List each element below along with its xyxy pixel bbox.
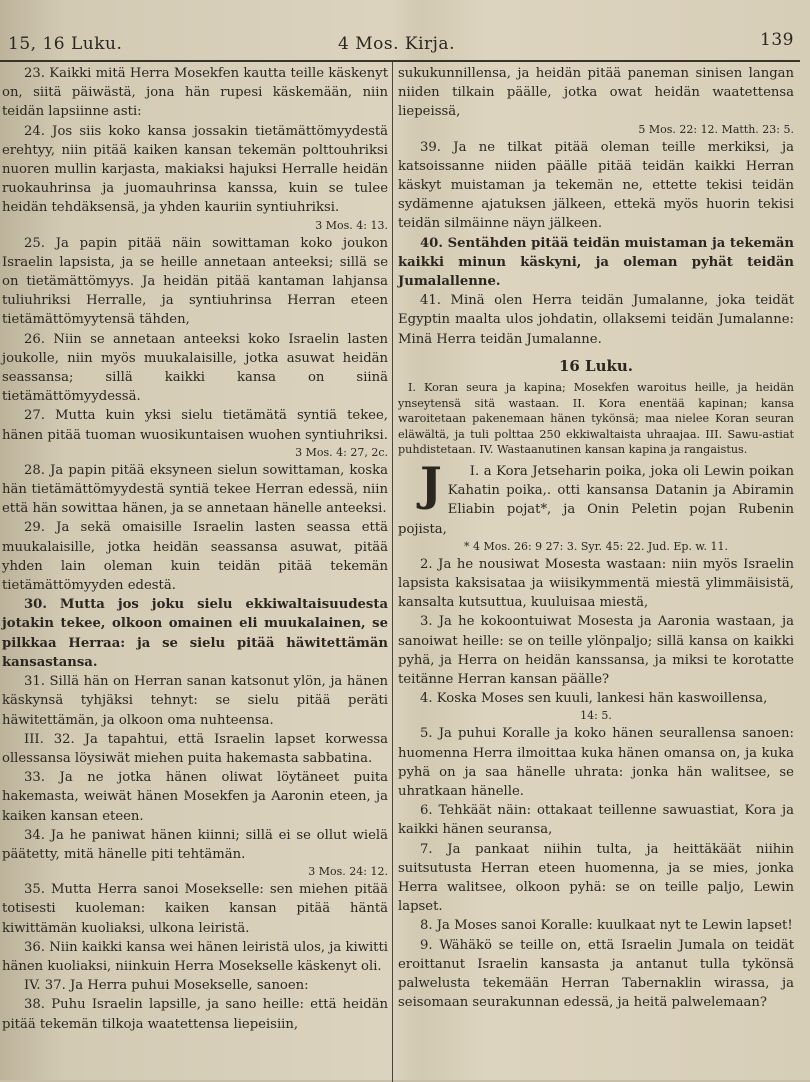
left-column xyxy=(2,64,388,1034)
header-rule xyxy=(0,60,800,62)
verse-34: 34. Ja he paniwat hänen kiinni; sillä ei se ollut wielä päätetty, mitä hänelle piti tehtämän. xyxy=(2,827,388,862)
verse-3: 3. Ja he kokoontuiwat Mosesta ja Aaronia wastaan, ja sanoiwat heille: se on teille ylönpaljo; sillä kansa on kaikki pyhä, ja Herra on heidän kanssansa, ja miksi te korotatte teitänne Herran kansan päälle? xyxy=(398,614,794,688)
verse-38: 38. Puhu Israelin lapsille, ja sano heille: että heidän pitää tekemän tilkoja waatettensa liepeisiin, xyxy=(2,997,388,1032)
verse-29: 29. Ja sekä omaisille Israelin lasten seassa että muukalaisille, jotka heidän seassansa asuwat, pitää yhden lain oleman kuin teidän pitää tekemän tietämättömyyden edestä. xyxy=(2,520,388,594)
verse-39: 39. Ja ne tilkat pitää oleman teille merkiksi, ja katsoissanne niiden päälle pitää teidän kaikki Herran käskyt muistaman ja tekemän ne, ettette tekisi teidän sydämenne ajatuksen jälkeen, ettekä myös huorin tekisi teidän silmäinne näyn jälkeen. xyxy=(398,139,794,232)
verse-31: 31. Sillä hän on Herran sanan katsonut ylön, ja hänen käskynsä tyhjäksi tehnyt: se sielu pitää peräti häwitettämän, ja olkoon oma nuhteensa. xyxy=(2,674,388,728)
book-title: 4 Mos. Kirja. xyxy=(338,34,455,54)
verse-30: 30. Mutta jos joku sielu ekkiwaltaisuudesta jotakin tekee, olkoon omainen eli muukalainen, se pilkkaa Herraa: ja se sielu pitää häwitettämän kansastansa. xyxy=(2,597,388,670)
cross-reference: 3 Mos. 24: 12. xyxy=(308,865,388,879)
chapter-heading: 16 Luku. xyxy=(558,356,634,375)
cross-reference: * 4 Mos. 26: 9 27: 3. Syr. 45: 22. Jud. Ep. w. 11. xyxy=(463,539,729,553)
running-header xyxy=(8,30,794,52)
verse-28: 28. Ja papin pitää eksyneen sielun sowittaman, koska hän tietämättömyydestä syntiä tekee Herran edessä, niin että hän sowittaa hänen, ja se annetaan hänelle anteeksi. xyxy=(2,462,388,517)
drop-cap: J xyxy=(420,457,442,512)
verse-23: 23. Kaikki mitä Herra Mosekfen kautta teille käskenyt on, siitä päiwästä, jona hän rupesi käskemään, niin teidän lapsiinne asti: xyxy=(2,66,388,120)
chapter-summary: I. Koran seura ja kapina; Mosekfen waroitus heille, ja heidän ynseytensä sitä wastaan. II. Kora enentää kapinan; kansa waroitetaan pakenemaan hänen tykönsä; maa nielee Koran seuran eläwältä, ja tuli polttaa 250 ekkiwaltaista uhraajaa. III. Sawu-astiat puhdistetaan. IV. Wastaanutinen kansan kapina ja rangaistus. xyxy=(398,381,794,457)
verse-38-continued: sukukunnillensa, ja heidän pitää paneman sinisen langan niiden tilkain päälle, jotka owat heidän waatettensa liepeissä, xyxy=(398,66,794,120)
verse-6: 6. Tehkäät näin: ottakaat teillenne sawuastiat, Kora ja kaikki hänen seuransa, xyxy=(398,803,794,838)
verse-36: 36. Niin kaikki kansa wei hänen leiristä ulos, ja kiwitti hänen kuoliaksi, niinkuin Herra Mosekselle käskenyt oli. xyxy=(2,939,388,974)
cross-reference: 3 Mos. 4: 13. xyxy=(315,218,388,232)
cross-reference: 14: 5. xyxy=(580,709,612,723)
verse-7: 7. Ja pankaat niihin tulta, ja heittäkäät niihin suitsutusta Herran eteen huomenna, ja se mies, jonka Herra walitsee, olkoon pyhä: se on teille paljo, Lewin lapset. xyxy=(398,841,794,915)
verse-37: IV. 37. Ja Herra puhui Mosekselle, sanoen: xyxy=(24,978,309,994)
verse-40: 40. Sentähden pitää teidän muistaman ja tekemän kaikki minun käskyni, ja oleman pyhät teidän Jumalallenne. xyxy=(398,235,794,290)
verse-1-text: a Kora Jetseharin poika, joka oli Lewin poikan Kahatin poika,. otti kansansa Datanin ja Abiramin Eliabin pojat*, ja Onin Peletin pojan Rubenin pojista, xyxy=(398,464,794,537)
column-divider xyxy=(392,62,393,1082)
verse-41: 41. Minä olen Herra teidän Jumalanne, joka teidät Egyptin maalta ulos johdatin, ollaksemi teidän Jumalanne: Minä Herra teidän Jumalanne. xyxy=(398,293,794,347)
cross-reference: 3 Mos. 4: 27, 2c. xyxy=(295,445,388,459)
chapter-range: 15, 16 Luku. xyxy=(8,34,123,54)
verse-25: 25. Ja papin pitää näin sowittaman koko joukon Israelin lapsista, ja se heille annetaan anteeksi; sillä se on tietämättömyys. Ja heidän pitää kantaman lahjansa tuliuhriksi Herralle, ja syntiuhrinsa Herran eteen tietämättömyytensä tähden, xyxy=(2,235,388,328)
verse-35: 35. Mutta Herra sanoi Mosekselle: sen miehen pitää totisesti kuoleman: kaiken kansan pitää häntä kiwittämän kuoliaksi, ulkona leiristä. xyxy=(2,882,388,936)
verse-27: 27. Mutta kuin yksi sielu tietämätä syntiä tekee, hänen pitää tuoman wuosikuntaisen wuohen syntiuhriksi. xyxy=(2,408,388,443)
cross-reference: 5 Mos. 22: 12. Matth. 23: 5. xyxy=(638,122,794,136)
verse-26: 26. Niin se annetaan anteeksi koko Israelin lasten joukolle, niin myös muukalaisille, jotka asuwat heidän seassansa; sillä kaikki kansa on siinä tietämättömyydessä. xyxy=(2,331,388,405)
verse-5: 5. Ja puhui Koralle ja koko hänen seurallensa sanoen: huomenna Herra ilmoittaa kuka hänen omansa on, ja kuka pyhä on ja saa hänelle uhrata: jonka hän walitsee, se uhratkaan hänelle. xyxy=(398,726,794,800)
verse-24: 24. Jos siis koko kansa jossakin tietämättömyydestä erehtyy, niin pitää kaiken kansan tekemän polttouhriksi nuoren mullin karjasta, makiaksi hajuksi Herralle heidän ruokauhrinsa ja juomauhrinsa kanssa, kuin se tulee heidän tehdäksensä, ja yhden kauriin syntiuhriksi. xyxy=(2,123,388,216)
verse-8: 8. Ja Moses sanoi Koralle: kuulkaat nyt te Lewin lapset! xyxy=(420,918,793,934)
verse-1-number: I. xyxy=(469,464,480,480)
verse-2: 2. Ja he nousiwat Mosesta wastaan: niin myös Israelin lapsista kaksisataa ja wiisikymmentä miestä ylimmäisistä, kansalta kutsuttua, kuuluisaa miestä, xyxy=(398,556,794,611)
verse-4: 4. Koska Moses sen kuuli, lankesi hän kaswoillensa, xyxy=(420,691,768,707)
page-number: 139 xyxy=(760,30,794,50)
verse-33: 33. Ja ne jotka hänen oliwat löytäneet puita hakemasta, weiwät hänen Mosekfen ja Aaronin eteen, ja kaiken kansan eteen. xyxy=(2,770,388,824)
verse-1 xyxy=(398,457,794,539)
verse-9: 9. Wähäkö se teille on, että Israelin Jumala on teidät eroittanut Israelin kansasta ja antanut tulla tykönsä palwelusta tekemään Herran Tabernaklin wirassa, ja seisomaan seurakunnan edessä, ja heitä palwelemaan? xyxy=(398,937,794,1011)
right-column xyxy=(398,64,794,1013)
verse-32: III. 32. Ja tapahtui, että Israelin lapset korwessa ollessansa löysiwät miehen puita hakemasta sabbatina. xyxy=(2,731,388,766)
